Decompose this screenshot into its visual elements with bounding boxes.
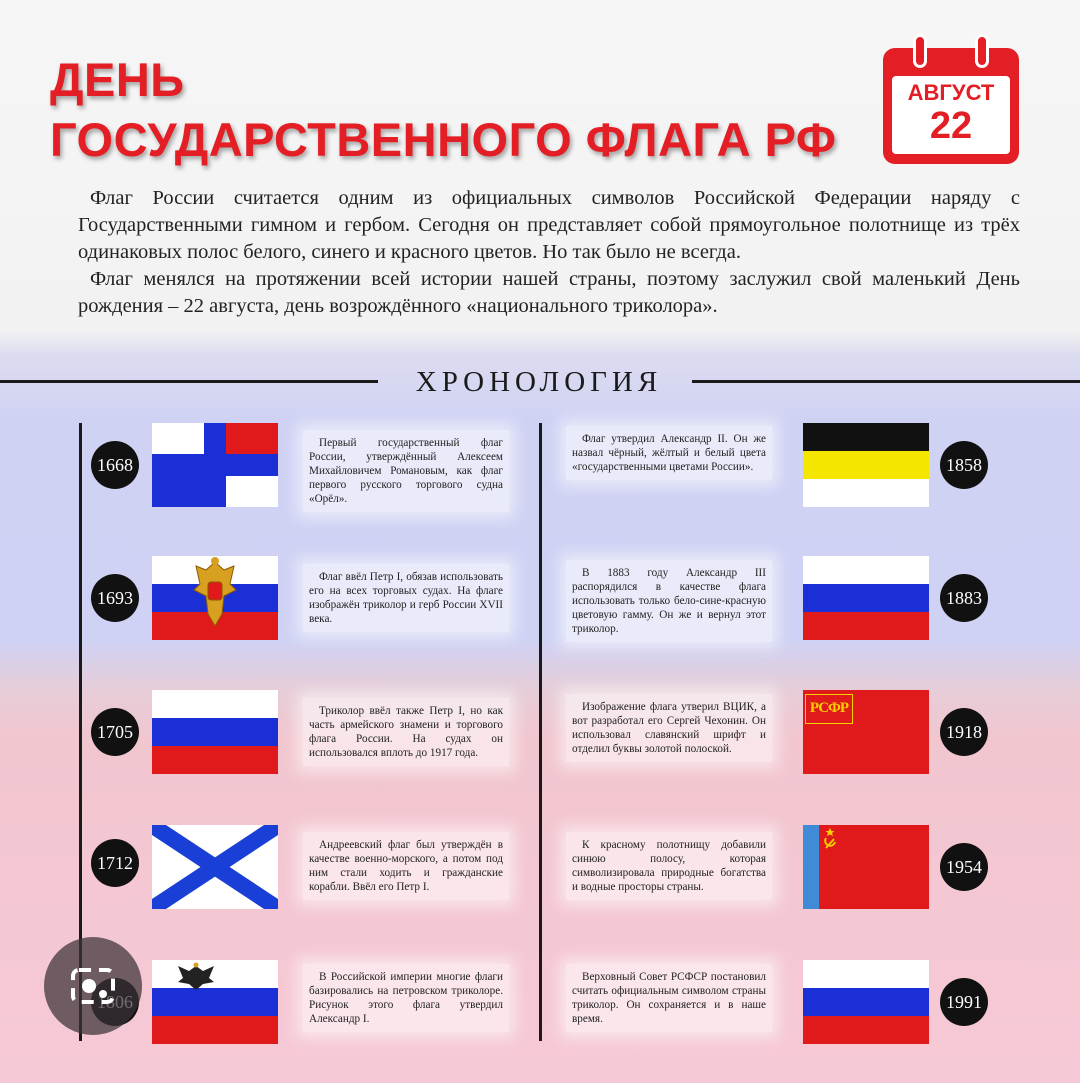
year-badge: 1918 <box>940 708 988 756</box>
description-text: В 1883 году Александр III распорядился в качестве флага использовать только бело-сине-красную цветовую гамму. Он же и вернул этот триколор. <box>572 567 766 635</box>
divider <box>0 380 378 383</box>
st-andrew-cross-icon <box>152 825 278 909</box>
flag-1918 <box>803 690 929 774</box>
section-title: ХРОНОЛОГИЯ <box>415 366 663 398</box>
timeline-description <box>303 564 509 632</box>
year-badge: 1991 <box>940 978 988 1026</box>
timeline-line <box>539 423 542 1041</box>
description-text: В Российской империи многие флаги базировались на петровском триколоре. Рисунок этого флага утвердил Александр I. <box>309 971 503 1025</box>
flag-1806 <box>152 960 278 1044</box>
description-text: Флаг утвердил Александр II. Он же назвал чёрный, жёлтый и белый цвета «государственными цветами России». <box>572 433 766 473</box>
flag-1693 <box>152 556 278 640</box>
year-badge: 1668 <box>91 441 139 489</box>
year-badge: 1954 <box>940 843 988 891</box>
year-badge: 1858 <box>940 441 988 489</box>
calendar-day: 22 <box>929 105 973 147</box>
flag-1991 <box>803 960 929 1044</box>
timeline-description <box>566 426 772 480</box>
description-text: Первый государственный флаг России, утверждённый Алексеем Михайловичем Романовым, как флаг первого русского торгового судна «Орёл». <box>309 437 503 505</box>
year-badge: 1705 <box>91 708 139 756</box>
flag-1954 <box>803 825 929 909</box>
eagle-canton-icon <box>174 962 218 992</box>
intro-text <box>78 185 1020 320</box>
description-text: Изображение флага утверил ВЦИК, а вот разработал его Сергей Чехонин. Он использовал славянский шрифт и отделил буквы золотой полоской. <box>572 701 766 755</box>
timeline-description <box>566 694 772 762</box>
intro-paragraph: Флаг России считается одним из официальных символов Российской Федерации наряду с Государственными гимном и гербом. Сегодня он представляет собой прямоугольное полотнище из трёх одинаковых полос белого, синего и красного цветов. Но так было не всегда. <box>78 187 1020 263</box>
description-text: Андреевский флаг был утверждён в качестве военно-морского, а потом под ним стали ходить и гражданские корабли. Ввёл его Петр I. <box>309 839 503 893</box>
title-line-2: ГОСУДАРСТВЕННОГО ФЛАГА РФ <box>50 113 837 166</box>
double-headed-eagle-icon <box>192 556 238 630</box>
description-text: Триколор ввёл также Петр I, но как часть армейского знамени и торгового флага России. На судах он использовался вплоть до 1917 года. <box>309 705 503 759</box>
timeline-description <box>566 832 772 900</box>
calendar-ring <box>975 34 989 68</box>
divider <box>692 380 1080 383</box>
description-text: Верховный Совет РСФСР постановил считать официальным символом страны триколор. Он сохраняется и в наше время. <box>572 971 766 1025</box>
timeline-description <box>303 832 509 900</box>
timeline-description <box>566 560 772 642</box>
intro-paragraph: Флаг менялся на протяжении всей истории нашей страны, поэтому заслужил свой маленький День рождения – 22 августа, день возрождённого «национального триколора». <box>78 268 1020 317</box>
year-badge: 1883 <box>940 574 988 622</box>
flag-1883 <box>803 556 929 640</box>
flag-image <box>152 423 278 507</box>
visual-search-button[interactable] <box>44 937 142 1035</box>
timeline-description <box>566 964 772 1032</box>
timeline-description <box>303 964 509 1032</box>
flag-1858 <box>803 423 929 507</box>
flag-1668 <box>152 423 278 507</box>
calendar-month: АВГУСТ <box>907 80 995 105</box>
page-title <box>50 50 837 170</box>
calendar-ring <box>913 34 927 68</box>
timeline-description <box>303 430 509 512</box>
calendar-sheet <box>892 76 1010 154</box>
year-badge: 1712 <box>91 839 139 887</box>
calendar-icon <box>883 48 1019 164</box>
timeline-description <box>303 698 509 766</box>
description-text: К красному полотнищу добавили синюю полосу, которая символизировала природные богатства и водные просторы страны. <box>572 839 766 893</box>
description-text: Флаг ввёл Петр I, обязав использовать его на всех торговых судах. На флаге изображён триколор и герб России XVII века. <box>309 571 503 625</box>
flag-1712 <box>152 825 278 909</box>
flag-1705 <box>152 690 278 774</box>
title-line-1: ДЕНЬ <box>50 53 185 106</box>
camera-search-icon <box>69 966 117 1006</box>
year-badge: 1693 <box>91 574 139 622</box>
hammer-sickle-icon <box>822 828 838 850</box>
rsfr-canton-text: РСФР <box>805 694 853 724</box>
